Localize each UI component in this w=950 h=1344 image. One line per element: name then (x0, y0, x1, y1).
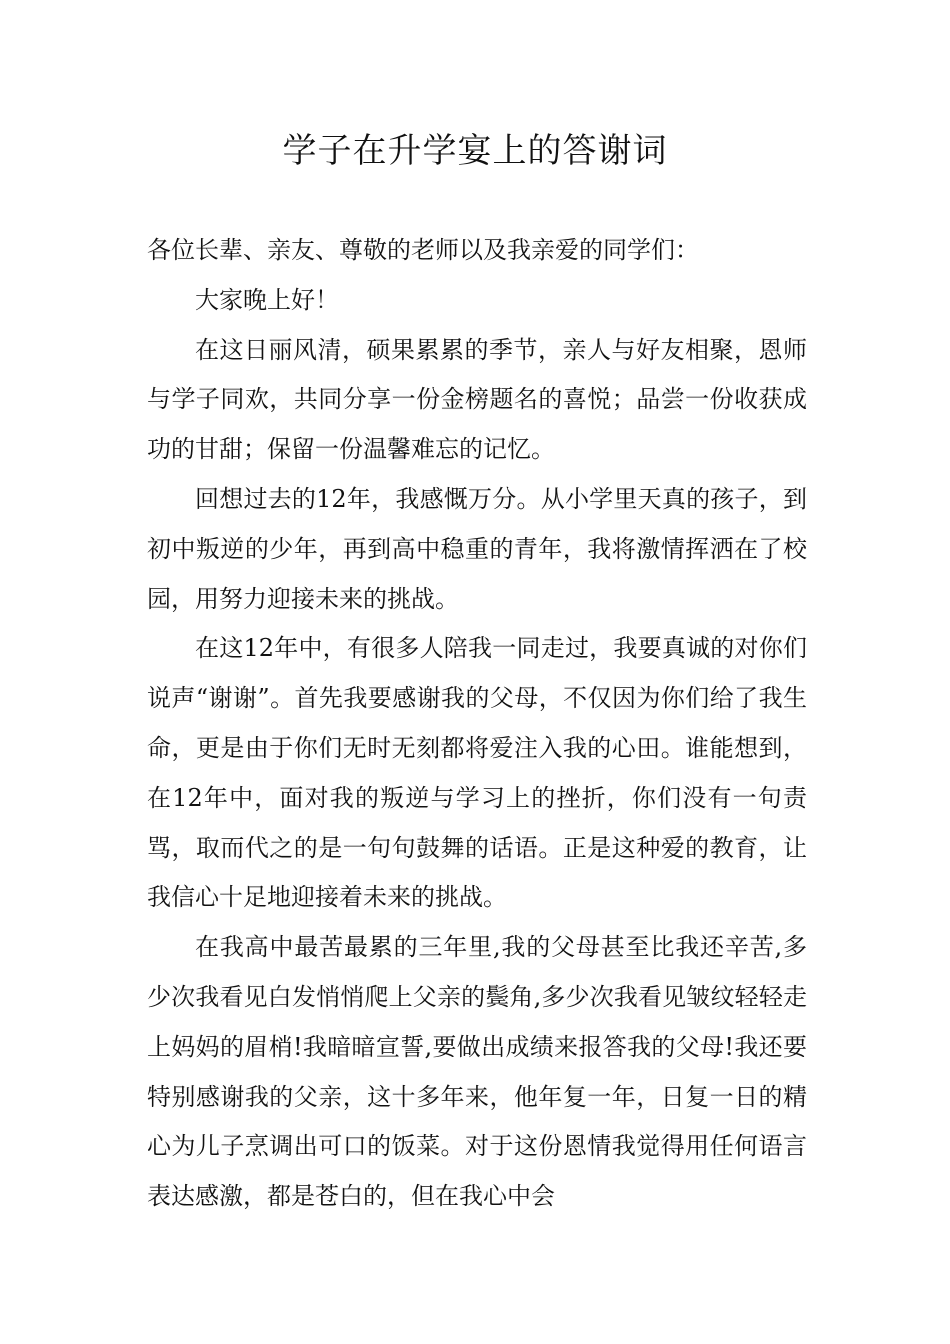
paragraph: 在这日丽风清，硕果累累的季节，亲人与好友相聚，恩师与学子同欢，共同分享一份金榜题名的喜悦；品尝一份收获成功的甘甜；保留一份温馨难忘的记忆。 (147, 335, 807, 464)
paragraph: 在这12年中，有很多人陪我一同走过，我要真诚的对你们说声“谢谢”。首先我要感谢我的父母，不仅因为你们给了我生命，更是由于你们无时无刻都将爱注入我的心田。谁能想到，在12年中，面对我的叛逆与学习上的挫折，你们没有一句责骂，取而代之的是一句句鼓舞的话语。正是这种爱的教育，让我信心十足地迎接着未来的挑战。 (147, 634, 807, 912)
salutation: 各位长辈、亲友、尊敬的老师以及我亲爱的同学们： (147, 236, 699, 264)
document-body (147, 226, 807, 1222)
document-title: 学子在升学宴上的答谢词 (282, 131, 668, 171)
paragraph: 在我高中最苦最累的三年里,我的父母甚至比我还辛苦,多少次我看见白发悄悄爬上父亲的鬓角,多少次我看见皱纹轻轻走上妈妈的眉梢!我暗暗宣誓,要做出成绩来报答我的父母!我还要特别感谢我的父亲，这十多年来，他年复一年，日复一日的精心为儿子烹调出可口的饭菜。对于这份恩情我觉得用任何语言表达感激，都是苍白的，但在我心中会 (147, 933, 807, 1211)
paragraph-greeting: 大家晚上好！ (195, 285, 339, 314)
paragraph: 回想过去的12年，我感慨万分。从小学里天真的孩子，到初中叛逆的少年，再到高中稳重的青年，我将激情挥洒在了校园，用努力迎接未来的挑战。 (147, 484, 807, 613)
